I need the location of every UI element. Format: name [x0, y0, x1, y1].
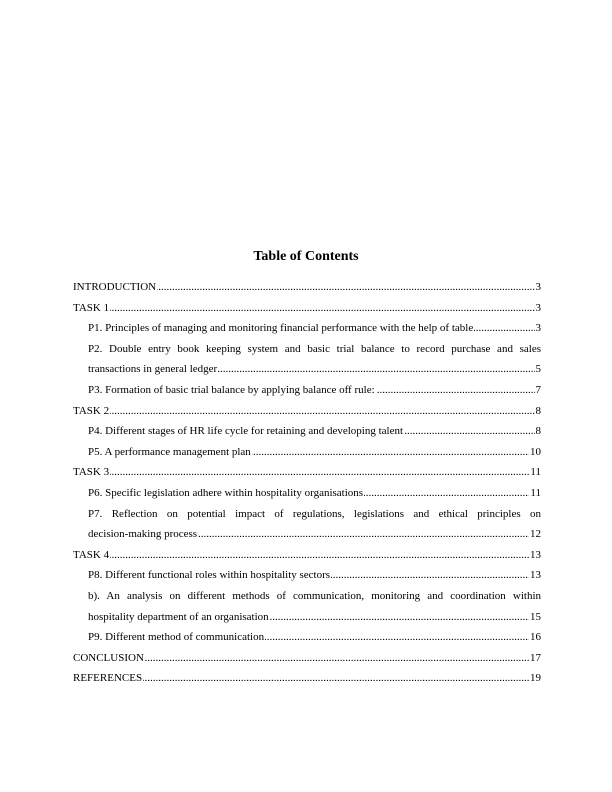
toc-entry-p2[interactable]: [73, 339, 541, 380]
toc-entry-page: 13: [529, 545, 541, 566]
toc-entry-label: TASK 3: [73, 466, 110, 479]
toc-entry-label-line1: P2. Double entry book keeping system and basic trial balance to record purchase and sales: [88, 342, 541, 355]
toc-entry-label: CONCLUSION: [73, 651, 144, 664]
toc-entry-page: 15: [529, 607, 541, 628]
toc-entry-page: 7: [535, 380, 542, 401]
toc-entry-page: 11: [529, 483, 541, 504]
toc-entry-label-line1: P7. Reflection on potential impact of regulations, legislations and ethical principles on: [88, 507, 541, 520]
dot-leader: [73, 462, 541, 483]
toc-entry-label: TASK 4: [73, 548, 110, 561]
toc-entry-conclusion[interactable]: [73, 648, 541, 669]
toc-entry-task-4[interactable]: [73, 545, 541, 566]
toc-entry-label: P9. Different method of communication: [88, 631, 265, 644]
toc-entry-label: transactions in general ledger: [88, 363, 218, 376]
toc-entry-label: P5. A performance management plan: [88, 445, 251, 458]
toc-entry-label: P1. Principles of managing and monitoring financial performance with the help of table: [88, 322, 474, 335]
toc-entry-label: TASK 1: [73, 301, 110, 314]
toc-entry-page: 3: [535, 318, 542, 339]
toc-entry-page: 19: [529, 668, 541, 689]
toc-entry-p6[interactable]: [73, 483, 541, 504]
toc-entry-label: INTRODUCTION: [73, 281, 157, 293]
toc-title: Table of Contents: [253, 249, 359, 264]
toc-entry-label: hospitality department of an organisation: [88, 610, 269, 623]
toc-entry-label: P6. Specific legislation adhere within hospitality organisations: [88, 486, 364, 499]
dot-leader: [73, 401, 541, 422]
toc-entry-p4[interactable]: [73, 421, 541, 442]
toc-entry-page: 13: [529, 565, 541, 586]
toc-entry-label: decision-making process: [88, 528, 198, 541]
toc-entry-task-2[interactable]: [73, 401, 541, 422]
toc-entry-label: P3. Formation of basic trial balance by applying balance off rule:: [88, 383, 375, 396]
toc-entry-p8[interactable]: [73, 565, 541, 586]
toc-entry-p1[interactable]: [73, 318, 541, 339]
toc-entry-b[interactable]: [73, 586, 541, 627]
toc-entry-page: 3: [535, 298, 542, 319]
toc-entry-page: 10: [529, 442, 541, 463]
toc-entry-page: 17: [529, 648, 541, 669]
toc-entry-label: REFERENCES: [73, 672, 143, 685]
toc-entry-introduction[interactable]: [73, 277, 541, 298]
dot-leader: [73, 668, 541, 689]
toc-entry-p9[interactable]: [73, 627, 541, 648]
toc-entry-p5[interactable]: [73, 442, 541, 463]
toc-entry-task-1[interactable]: [73, 298, 541, 319]
toc-entry-page: 16: [529, 627, 541, 648]
toc-entry-page: 3: [535, 277, 542, 298]
dot-leader: [73, 298, 541, 319]
toc-entry-label-line1: b). An analysis on different methods of communication, monitoring and coordination within: [88, 589, 541, 602]
toc-entry-p7[interactable]: [73, 504, 541, 545]
toc-entry-page: 8: [535, 421, 542, 442]
toc-entry-label: TASK 2: [73, 404, 110, 417]
toc-list: [73, 277, 541, 689]
toc-entry-page: 8: [535, 401, 542, 422]
toc-entry-page: 12: [529, 524, 541, 545]
toc-entry-page: 5: [535, 359, 542, 380]
toc-entry-label: P4. Different stages of HR life cycle for retaining and developing talent: [88, 425, 404, 438]
toc-entry-task-3[interactable]: [73, 462, 541, 483]
toc-entry-page: 11: [529, 462, 541, 483]
toc-entry-label: P8. Different functional roles within hospitality sectors: [88, 569, 331, 582]
toc-entry-p3[interactable]: [73, 380, 541, 401]
dot-leader: [73, 545, 541, 566]
toc-entry-references[interactable]: [73, 668, 541, 689]
